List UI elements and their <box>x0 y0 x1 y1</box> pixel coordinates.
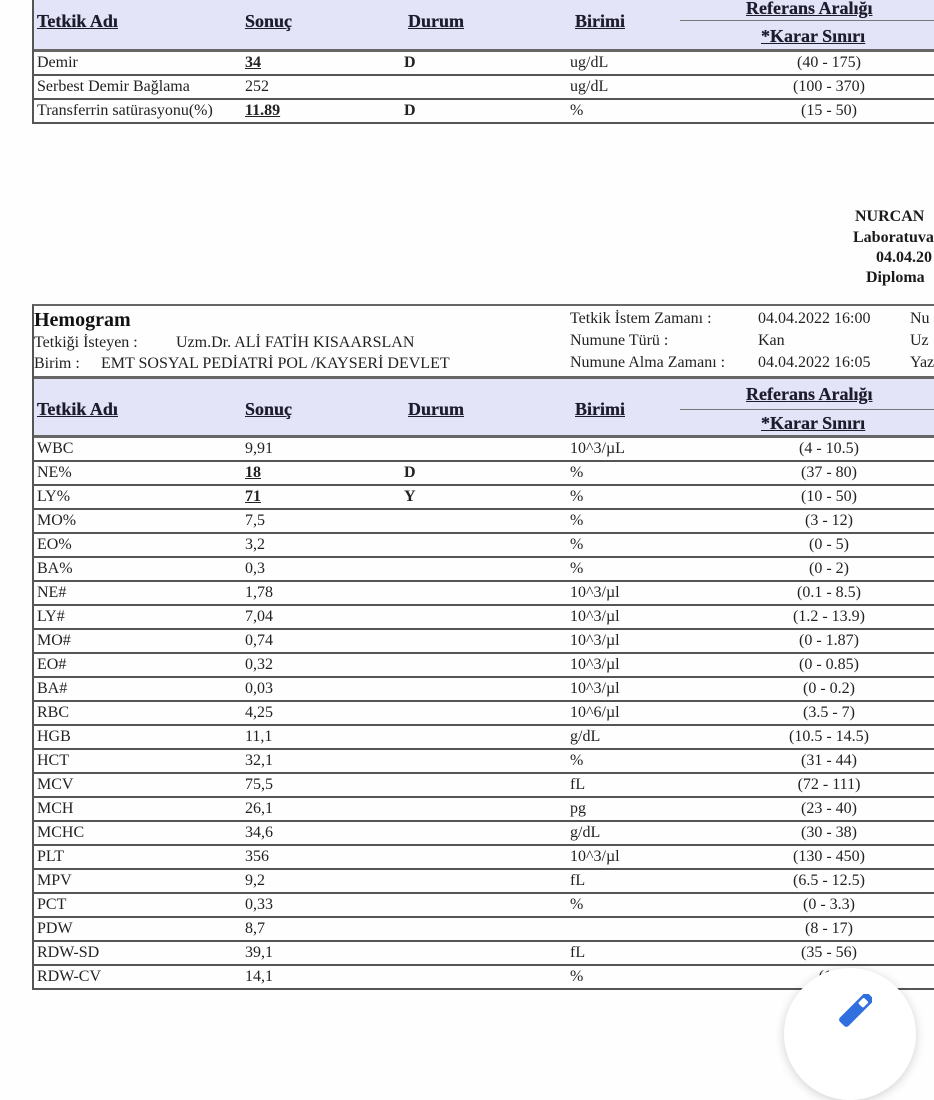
table-row <box>34 702 934 726</box>
test-name-cell: PDW <box>37 920 73 937</box>
right-col-1: Nu <box>910 310 930 327</box>
header-divider <box>680 409 934 410</box>
unit-cell: fL <box>570 872 586 889</box>
reference-cell: (100 - 370) <box>793 78 865 95</box>
iron-panel-header <box>34 0 934 52</box>
col-reference: Referans Aralığı <box>746 0 873 18</box>
sample-type-value: Kan <box>758 332 785 349</box>
test-name-cell: WBC <box>37 440 74 457</box>
unit-cell: 10^3/µl <box>570 680 620 697</box>
result-cell: 11,1 <box>245 728 273 745</box>
result-cell: 18 <box>245 464 261 481</box>
unit-cell: g/dL <box>570 824 601 841</box>
result-cell: 0,03 <box>245 680 273 697</box>
unit-cell: % <box>570 752 584 769</box>
reference-cell: (37 - 80) <box>801 464 857 481</box>
reference-cell: (10 - 50) <box>801 488 857 505</box>
unit-cell: % <box>570 488 584 505</box>
unit-cell: % <box>570 102 584 119</box>
iron-panel-table <box>32 0 934 124</box>
result-cell: 1,78 <box>245 584 273 601</box>
header-divider <box>680 20 934 21</box>
result-cell: 32,1 <box>245 752 273 769</box>
status-cell: D <box>404 102 416 119</box>
request-time-label: Tetkik İstem Zamanı : <box>570 310 712 327</box>
col-result: Sonuç <box>245 11 293 31</box>
unit-value: EMT SOSYAL PEDİATRİ POL /KAYSERİ DEVLET <box>101 355 450 372</box>
test-name-cell: Serbest Demir Bağlama <box>37 78 190 95</box>
reference-cell: (1.2 - 13.9) <box>793 608 865 625</box>
reference-cell: (6.5 - 12.5) <box>793 872 865 889</box>
table-row <box>34 76 934 100</box>
right-col-2: Uz <box>910 332 929 349</box>
result-cell: 9,91 <box>245 440 273 457</box>
test-name-cell: EO# <box>37 656 67 673</box>
test-name-cell: MCV <box>37 776 74 793</box>
unit-cell: ug/dL <box>570 54 609 71</box>
test-name-cell: PCT <box>37 896 67 913</box>
unit-cell: % <box>570 896 584 913</box>
test-name-cell: HGB <box>37 728 71 745</box>
requester-label: Tetkiği İsteyen : <box>34 334 138 351</box>
unit-cell: 10^3/µl <box>570 584 620 601</box>
reference-cell: (31 - 44) <box>801 752 857 769</box>
reference-cell: (130 - 450) <box>793 848 865 865</box>
result-cell: 252 <box>245 78 269 95</box>
reference-cell: (0 - 5) <box>809 536 849 553</box>
result-cell: 34,6 <box>245 824 273 841</box>
table-row <box>34 630 934 654</box>
unit-cell: pg <box>570 800 586 817</box>
sample-time-value: 04.04.2022 16:05 <box>758 354 871 371</box>
test-name-cell: Demir <box>37 54 78 71</box>
result-cell: 7,04 <box>245 608 273 625</box>
unit-cell: % <box>570 560 584 577</box>
table-row <box>34 486 934 510</box>
table-row <box>34 798 934 822</box>
requester-value: Uzm.Dr. ALİ FATİH KISAARSLAN <box>176 334 415 351</box>
unit-cell: 10^3/µl <box>570 656 620 673</box>
reference-cell: (72 - 111) <box>797 776 861 793</box>
table-row <box>34 654 934 678</box>
reference-cell: (0 - 1.87) <box>799 632 859 649</box>
sample-time-label: Numune Alma Zamanı : <box>570 354 726 371</box>
table-row <box>34 100 934 124</box>
unit-cell: fL <box>570 776 586 793</box>
result-cell: 26,1 <box>245 800 273 817</box>
table-row <box>34 966 934 990</box>
unit-cell: g/dL <box>570 728 601 745</box>
sample-type-label: Numune Türü : <box>570 332 669 349</box>
table-row <box>34 822 934 846</box>
reference-cell: (3.5 - 7) <box>803 704 855 721</box>
reference-cell: (15 - 50) <box>801 102 857 119</box>
unit-cell: fL <box>570 944 586 961</box>
col-decision-limit: *Karar Sınırı <box>761 26 866 46</box>
table-row <box>34 558 934 582</box>
reference-cell: (23 - 40) <box>801 800 857 817</box>
table-row <box>34 894 934 918</box>
reference-cell: (4 - 10.5) <box>799 440 859 457</box>
table-row <box>34 510 934 534</box>
unit-cell: % <box>570 968 584 985</box>
result-cell: 14,1 <box>245 968 273 985</box>
request-time-value: 04.04.2022 16:00 <box>758 310 871 327</box>
result-cell: 9,2 <box>245 872 265 889</box>
table-row <box>34 52 934 76</box>
test-name-cell: MCHC <box>37 824 85 841</box>
hemogram-rows <box>34 438 934 990</box>
right-col-3: Yaz <box>910 354 934 371</box>
unit-cell: 10^3/µl <box>570 632 620 649</box>
table-row <box>34 726 934 750</box>
col-result: Sonuç <box>245 399 293 419</box>
hemogram-table <box>32 376 934 990</box>
test-name-cell: MO# <box>37 632 71 649</box>
test-name-cell: EO% <box>37 536 72 553</box>
col-unit: Birimi <box>575 11 625 31</box>
col-status: Durum <box>408 11 465 31</box>
col-decision-limit: *Karar Sınırı <box>761 413 866 433</box>
col-unit: Birimi <box>575 399 625 419</box>
test-name-cell: RDW-SD <box>37 944 100 961</box>
table-row <box>34 774 934 798</box>
result-cell: 39,1 <box>245 944 273 961</box>
test-name-cell: LY# <box>37 608 65 625</box>
iron-panel-rows <box>34 52 934 124</box>
table-row <box>34 678 934 702</box>
unit-cell: % <box>570 512 584 529</box>
table-row <box>34 870 934 894</box>
test-name-cell: NE% <box>37 464 72 481</box>
signature-date: 04.04.20 <box>876 249 932 266</box>
status-cell: Y <box>404 488 416 505</box>
reference-cell: (0 - 0.2) <box>803 680 855 697</box>
table-row <box>34 846 934 870</box>
unit-cell: 10^6/µl <box>570 704 620 721</box>
reference-cell: (8 - 17) <box>805 920 853 937</box>
test-name-cell: Transferrin satürasyonu(%) <box>37 102 213 119</box>
result-cell: 75,5 <box>245 776 273 793</box>
status-cell: D <box>404 464 416 481</box>
result-cell: 0,33 <box>245 896 273 913</box>
reference-cell: (0 - 2) <box>809 560 849 577</box>
hemogram-info <box>32 304 934 376</box>
result-cell: 34 <box>245 54 261 71</box>
unit-cell: % <box>570 464 584 481</box>
test-name-cell: NE# <box>37 584 67 601</box>
unit-cell: 10^3/µL <box>570 440 625 457</box>
unit-cell: 10^3/µl <box>570 848 620 865</box>
reference-cell: (40 - 175) <box>797 54 861 71</box>
reference-cell: (30 - 38) <box>801 824 857 841</box>
unit-cell: 10^3/µl <box>570 608 620 625</box>
reference-cell: (10.5 - 14.5) <box>789 728 869 745</box>
result-cell: 11.89 <box>245 102 281 119</box>
signature-role: Laboratuva <box>853 229 934 246</box>
result-cell: 3,2 <box>245 536 265 553</box>
table-row <box>34 534 934 558</box>
test-name-cell: BA% <box>37 560 73 577</box>
result-cell: 8,7 <box>245 920 265 937</box>
col-status: Durum <box>408 399 465 419</box>
test-name-cell: MPV <box>37 872 72 889</box>
hemogram-header <box>34 376 934 438</box>
unit-cell: % <box>570 536 584 553</box>
table-row <box>34 606 934 630</box>
unit-label: Birim : <box>34 355 80 372</box>
table-row <box>34 750 934 774</box>
test-name-cell: MO% <box>37 512 77 529</box>
test-name-cell: RBC <box>37 704 70 721</box>
result-cell: 7,5 <box>245 512 265 529</box>
test-name-cell: PLT <box>37 848 64 865</box>
unit-cell: ug/dL <box>570 78 609 95</box>
result-cell: 71 <box>245 488 261 505</box>
reference-cell: (0 - 3.3) <box>803 896 855 913</box>
result-cell: 0,32 <box>245 656 273 673</box>
test-name-cell: LY% <box>37 488 71 505</box>
status-cell: D <box>404 54 416 71</box>
test-name-cell: RDW-CV <box>37 968 101 985</box>
col-reference: Referans Aralığı <box>746 384 873 404</box>
pencil-edit-icon <box>832 994 872 1034</box>
reference-cell: (35 - 56) <box>801 944 857 961</box>
edit-fab-button[interactable] <box>784 968 916 1100</box>
result-cell: 356 <box>245 848 269 865</box>
signature-name: NURCAN <box>855 208 925 225</box>
table-row <box>34 582 934 606</box>
table-row <box>34 942 934 966</box>
table-row <box>34 438 934 462</box>
signature-diploma: Diploma <box>866 269 925 286</box>
result-cell: 0,3 <box>245 560 265 577</box>
reference-cell: (3 - 12) <box>805 512 853 529</box>
col-test-name: Tetkik Adı <box>37 399 118 419</box>
result-cell: 4,25 <box>245 704 273 721</box>
test-name-cell: HCT <box>37 752 69 769</box>
result-cell: 0,74 <box>245 632 273 649</box>
reference-cell: (0 - 0.85) <box>799 656 859 673</box>
table-row <box>34 462 934 486</box>
hemogram-title: Hemogram <box>34 309 131 331</box>
table-row <box>34 918 934 942</box>
test-name-cell: MCH <box>37 800 74 817</box>
reference-cell: (0.1 - 8.5) <box>797 584 861 601</box>
col-test-name: Tetkik Adı <box>37 11 118 31</box>
test-name-cell: BA# <box>37 680 68 697</box>
